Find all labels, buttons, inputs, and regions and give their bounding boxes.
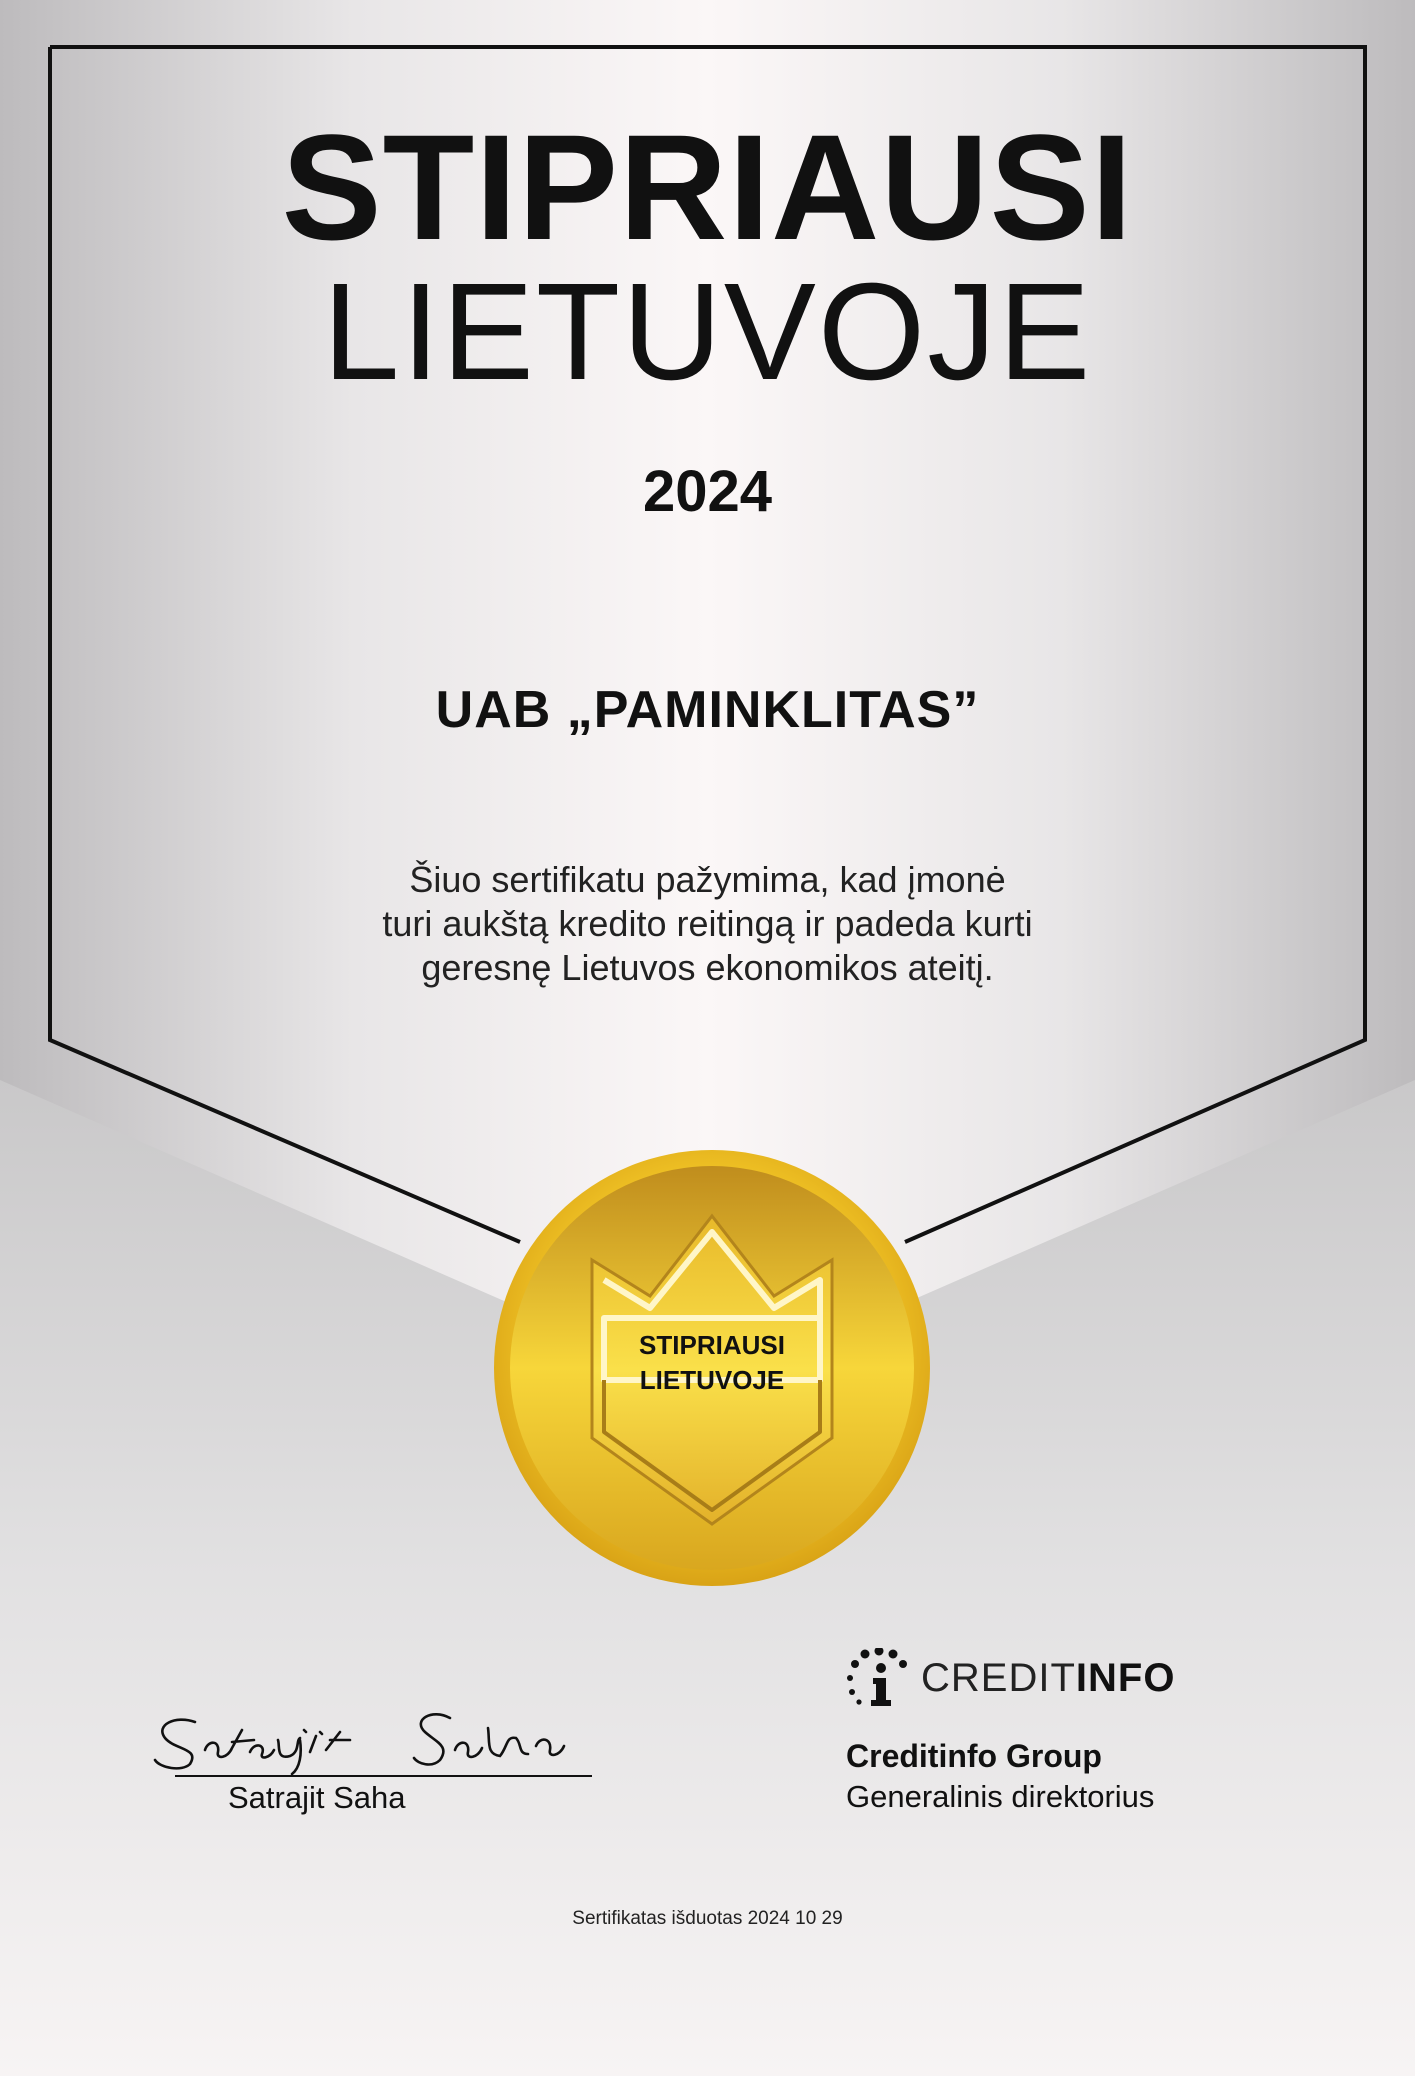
creditinfo-logo xyxy=(845,1648,1175,1708)
certificate-description xyxy=(0,858,1415,990)
description-line: turi aukštą kredito reitingą ir padeda kurti xyxy=(382,903,1033,944)
issue-date: Sertifikatas išduotas 2024 10 29 xyxy=(572,1908,843,1929)
title-line-1: STIPRIAUSI xyxy=(281,103,1134,271)
gold-medal xyxy=(492,1148,932,1588)
title-line-2: LIETUVOJE xyxy=(322,255,1093,409)
creditinfo-role: Generalinis direktorius xyxy=(846,1779,1155,1814)
description-line: geresnę Lietuvos ekonomikos ateitį. xyxy=(421,947,994,988)
description-line: Šiuo sertifikatu pažymima, kad įmonė xyxy=(409,859,1006,900)
creditinfo-organization: Creditinfo Group xyxy=(846,1738,1102,1774)
certificate-year: 2024 xyxy=(642,459,773,524)
signer-name: Satrajit Saha xyxy=(228,1780,406,1815)
creditinfo-logo-credit: CREDIT xyxy=(921,1655,1076,1700)
creditinfo-logo-info: INFO xyxy=(1075,1655,1176,1700)
company-name: UAB „PAMINKLITAS” xyxy=(435,681,980,739)
medal-text-line-2: LIETUVOJE xyxy=(639,1365,785,1395)
medal-text-line-1: STIPRIAUSI xyxy=(639,1330,785,1360)
creditinfo-i-icon xyxy=(845,1648,915,1708)
handwritten-signature xyxy=(150,1680,600,1780)
